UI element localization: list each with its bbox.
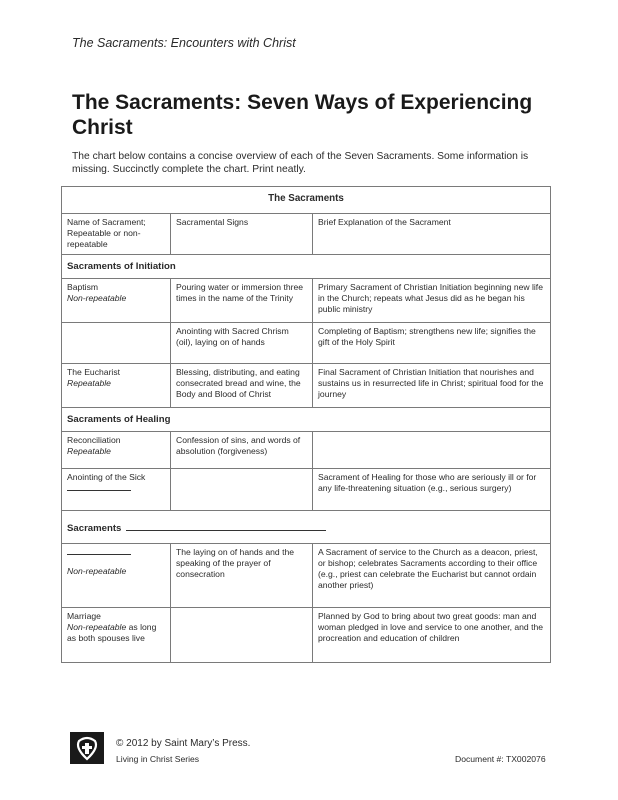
col-header-explanation: Brief Explanation of the Sacrament — [313, 214, 551, 255]
section-row-healing — [62, 408, 551, 432]
eucharist-name: The Eucharist — [67, 367, 121, 377]
col-header-name: Name of Sacrament; Repeatable or non-repeatable — [62, 214, 171, 255]
baptism-name-cell — [62, 279, 171, 323]
reconciliation-name-cell — [62, 432, 171, 469]
holy-orders-signs: The laying on of hands and the speaking of the prayer of consecration — [171, 544, 313, 608]
marriage-name: Marriage — [67, 611, 101, 621]
intro-paragraph: The chart below contains a concise overview of each of the Seven Sacraments. Some information is missing. Succinctly complete the chart. Print neatly. — [72, 151, 529, 175]
anointing-explanation: Sacrament of Healing for those who are seriously ill or for any life-threatening situation (e.g., serious surgery) — [313, 469, 551, 511]
page-title: The Sacraments: Seven Ways of Experiencing Christ — [72, 91, 533, 139]
anointing-name: Anointing of the Sick — [67, 472, 146, 482]
marriage-name-cell — [62, 608, 171, 663]
running-head: The Sacraments: Encounters with Christ — [72, 36, 296, 50]
marriage-repeat-italic: Non-repeatable — [67, 622, 127, 632]
holy-orders-repeatability: Non-repeatable — [67, 566, 127, 576]
eucharist-repeatability: Repeatable — [67, 378, 111, 388]
anointing-signs-blank — [171, 469, 313, 511]
reconciliation-explanation-blank — [313, 432, 551, 469]
table-row-confirmation — [62, 323, 551, 364]
table-row-holy-orders — [62, 544, 551, 608]
marriage-repeatability — [67, 622, 165, 644]
table-row-reconciliation — [62, 432, 551, 469]
series-name: Living in Christ Series — [116, 754, 200, 764]
reconciliation-signs: Confession of sins, and words of absolution (forgiveness) — [171, 432, 313, 469]
marriage-repeat-rest: as long as both spouses live — [67, 622, 157, 643]
baptism-signs: Pouring water or immersion three times in the name of the Trinity — [171, 279, 313, 323]
saint-marys-press-logo-icon — [70, 732, 104, 764]
holy-orders-name-cell — [62, 544, 171, 608]
copyright: © 2012 by Saint Mary’s Press. — [116, 738, 251, 749]
baptism-explanation: Primary Sacrament of Christian Initiation beginning new life in the Church; repeats what Jesus did as he began his public ministry — [313, 279, 551, 323]
eucharist-name-cell — [62, 364, 171, 408]
sacraments-chart — [61, 186, 551, 663]
reconciliation-repeatability: Repeatable — [67, 446, 111, 456]
holy-orders-explanation: A Sacrament of service to the Church as a deacon, priest, or bishop; celebrates Sacraments according to their office (e.g., priest can celebrate the Eucharist but cannot ordain another priest) — [313, 544, 551, 608]
section-service-label: Sacraments — [67, 522, 122, 534]
eucharist-explanation: Final Sacrament of Christian Initiation that nourishes and sustains us in resurrected life in Christ; spiritual food for the journey — [313, 364, 551, 408]
confirmation-name-blank — [62, 323, 171, 364]
holy-orders-name-blank — [67, 547, 131, 555]
confirmation-explanation: Completing of Baptism; strengthens new life; signifies the gift of the Holy Spirit — [313, 323, 551, 364]
baptism-name: Baptism — [67, 282, 99, 292]
col-header-signs: Sacramental Signs — [171, 214, 313, 255]
marriage-explanation: Planned by God to bring about two great goods: man and woman pledged in love and service to one another, and the procreation and education of children — [313, 608, 551, 663]
section-row-initiation — [62, 255, 551, 279]
eucharist-signs: Blessing, distributing, and eating consecrated bread and wine, the Body and Blood of Christ — [171, 364, 313, 408]
section-healing: Sacraments of Healing — [62, 408, 551, 432]
marriage-signs-blank — [171, 608, 313, 663]
column-header-row — [62, 214, 551, 255]
baptism-repeatability: Non-repeatable — [67, 293, 127, 303]
table-row-baptism — [62, 279, 551, 323]
section-initiation: Sacraments of Initiation — [62, 255, 551, 279]
section-service — [62, 511, 551, 544]
table-caption-row — [62, 187, 551, 214]
table-row-anointing — [62, 469, 551, 511]
table-row-eucharist — [62, 364, 551, 408]
table-row-marriage — [62, 608, 551, 663]
document-number: Document #: TX002076 — [455, 754, 546, 764]
anointing-repeatability-blank — [67, 483, 131, 491]
reconciliation-name: Reconciliation — [67, 435, 121, 445]
anointing-name-cell — [62, 469, 171, 511]
section-service-blank — [126, 521, 326, 531]
confirmation-signs: Anointing with Sacred Chrism (oil), laying on of hands — [171, 323, 313, 364]
table-caption: The Sacraments — [62, 187, 551, 214]
section-row-service — [62, 511, 551, 544]
